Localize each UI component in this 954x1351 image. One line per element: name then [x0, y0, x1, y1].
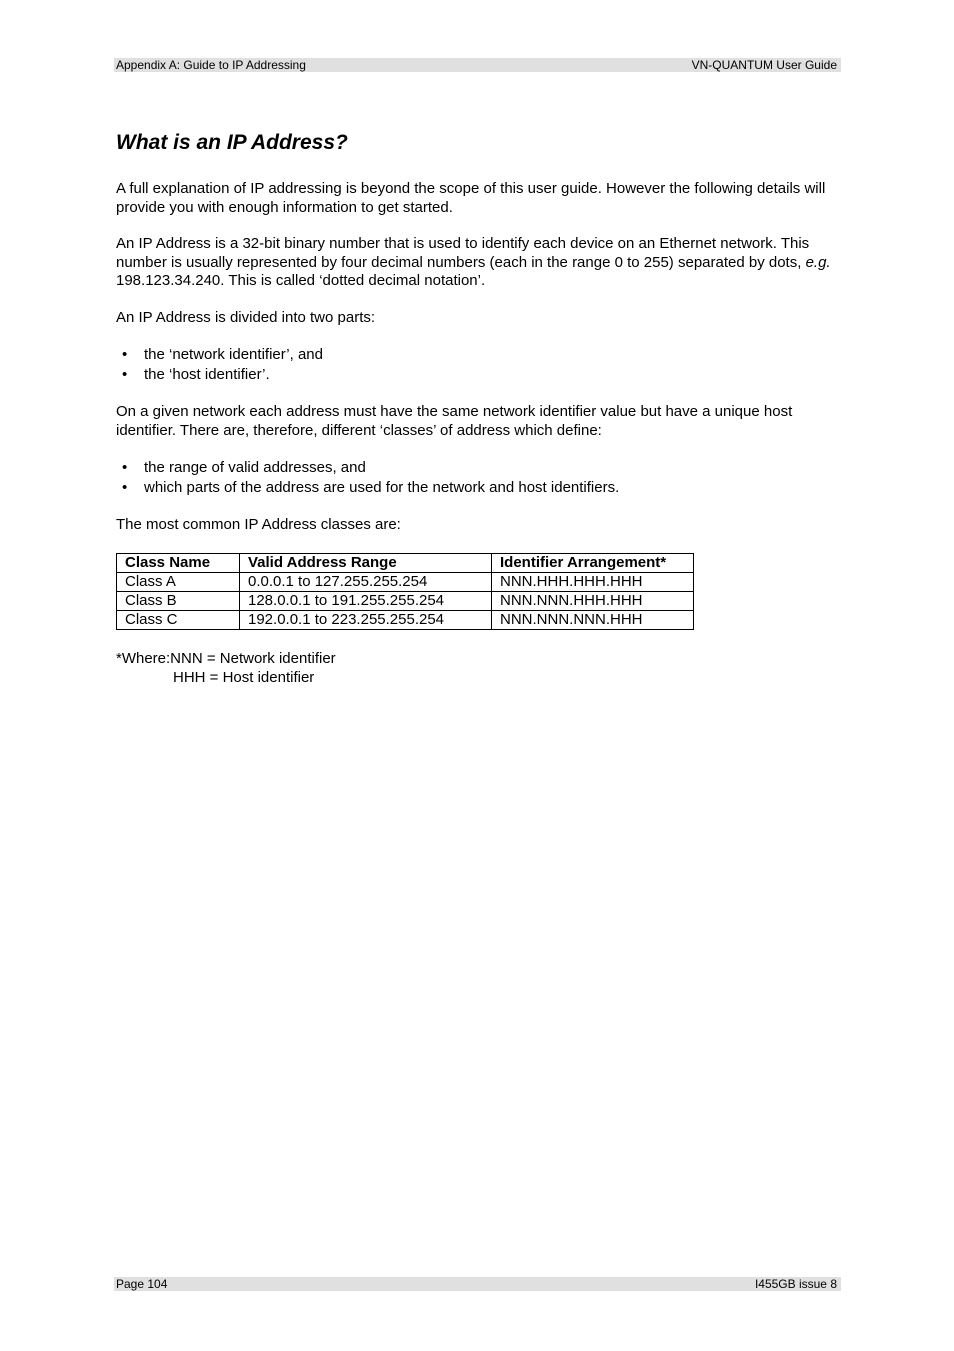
- page-header: [114, 58, 841, 72]
- table-cell: 0.0.0.1 to 127.255.255.254: [240, 572, 492, 591]
- bullet-icon: •: [122, 366, 128, 383]
- classes-paragraph: On a given network each address must have the same network identifier value but have a unique host identifier. There are, therefore, different ‘classes’ of address which define:: [116, 403, 793, 439]
- list-item: [116, 365, 842, 385]
- bullet-icon: •: [122, 479, 128, 496]
- common-classes-paragraph: The most common IP Address classes are:: [116, 516, 401, 533]
- table-row: [117, 610, 694, 629]
- list-item: [116, 345, 842, 365]
- table-row: [117, 591, 694, 610]
- list-item: [116, 458, 842, 478]
- intro-paragraph: A full explanation of IP addressing is beyond the scope of this user guide. However the following details will provide you with enough information to get started.: [116, 180, 826, 216]
- ip-definition-paragraph: [116, 235, 842, 291]
- list-item-text: the range of valid addresses, and: [144, 459, 366, 476]
- table-cell: Class C: [117, 610, 240, 629]
- table-header-row: [117, 553, 694, 572]
- list-item-text: the ‘network identifier’, and: [144, 346, 323, 363]
- table-footnote-line2: HHH = Host identifier: [173, 668, 315, 686]
- ip-definition-text: An IP Address is a 32-bit binary number that is used to identify each device on an Ethernet network. This number is usually represented by four decimal numbers (each in the range 0 to 255) separated by dots,: [116, 235, 810, 271]
- document-issue: I455GB issue 8: [754, 1277, 837, 1291]
- table-footnote-line1: *Where:NNN = Network identifier: [116, 649, 336, 667]
- identifier-list: [116, 345, 842, 385]
- page-footer: [114, 1277, 841, 1291]
- list-item-text: which parts of the address are used for the network and host identifiers.: [144, 479, 620, 496]
- classes-define-list: [116, 458, 842, 498]
- page-title: What is an IP Address?: [116, 131, 348, 154]
- bullet-icon: •: [122, 459, 128, 476]
- table-cell: Class B: [117, 591, 240, 610]
- page-number: Page 104: [116, 1277, 168, 1291]
- table-cell: Class A: [117, 572, 240, 591]
- list-item-text: the ‘host identifier’.: [144, 366, 270, 383]
- ip-classes-table: [116, 553, 694, 630]
- table-cell: NNN.HHH.HHH.HHH: [492, 572, 694, 591]
- header-section-title: Appendix A: Guide to IP Addressing: [116, 58, 306, 72]
- table-cell: NNN.NNN.HHH.HHH: [492, 591, 694, 610]
- two-parts-paragraph: An IP Address is divided into two parts:: [116, 308, 376, 326]
- table-cell: NNN.NNN.NNN.HHH: [492, 610, 694, 629]
- page-content: [116, 130, 842, 687]
- table-row: [117, 572, 694, 591]
- column-header-identifier-arrangement: Identifier Arrangement*: [492, 553, 694, 572]
- bullet-icon: •: [122, 346, 128, 363]
- list-item: [116, 478, 842, 498]
- table-cell: 128.0.0.1 to 191.255.255.254: [240, 591, 492, 610]
- ip-definition-text-end: 198.123.34.240. This is called ‘dotted decimal notation’.: [116, 272, 486, 289]
- column-header-address-range: Valid Address Range: [240, 553, 492, 572]
- column-header-class-name: Class Name: [117, 553, 240, 572]
- header-document-title: VN-QUANTUM User Guide: [691, 58, 837, 72]
- table-cell: 192.0.0.1 to 223.255.255.254: [240, 610, 492, 629]
- eg-abbreviation: e.g.: [805, 253, 831, 271]
